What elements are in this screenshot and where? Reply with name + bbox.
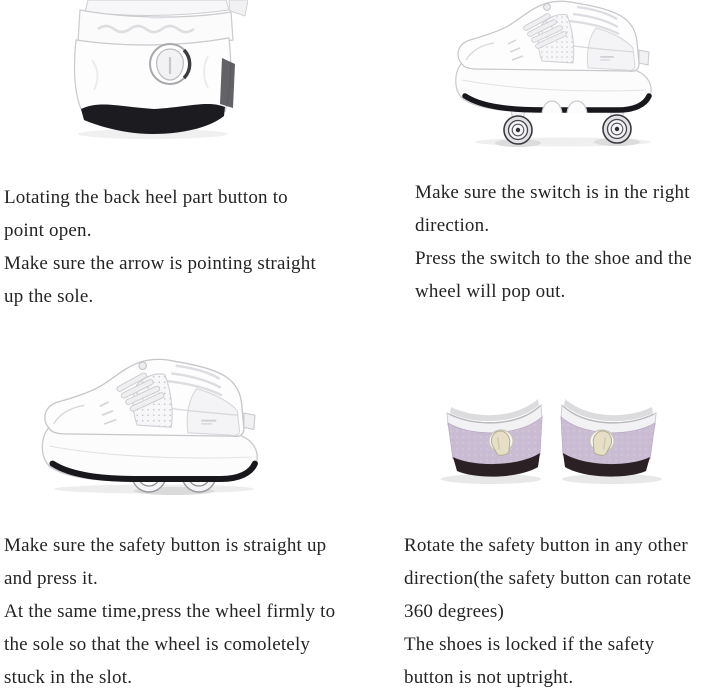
instruction-line: point open.: [4, 220, 92, 241]
heel-button-closeup-photo: [58, 0, 248, 142]
instruction-line: Make sure the safety button is straight up: [4, 535, 327, 556]
front-wheel-icon: [504, 116, 532, 144]
step1-caption: [4, 181, 316, 313]
instruction-line: up the sole.: [4, 286, 94, 307]
instruction-line: Make sure the switch is in the right: [415, 182, 690, 203]
two-heels-safety-buttons-photo: [432, 383, 672, 495]
instruction-line: stuck in the slot.: [4, 667, 133, 688]
step4-caption: [404, 529, 691, 694]
sneaker-body: [42, 359, 257, 481]
sneaker-wheels-extended-photo: [448, 0, 656, 148]
instruction-line: and press it.: [4, 568, 98, 589]
instruction-line: Make sure the arrow is pointing straight: [4, 253, 316, 274]
right-heel: [561, 399, 662, 484]
instruction-line: Press the switch to the shoe and the: [415, 248, 692, 269]
sneaker-wheels-retracted-photo: [32, 350, 274, 496]
instruction-line: direction.: [415, 215, 490, 236]
rear-wheel-icon: [603, 115, 631, 143]
step3-caption: [4, 529, 335, 694]
instruction-line: The shoes is locked if the safety: [404, 634, 655, 655]
instruction-line: 360 degrees): [404, 601, 504, 622]
sneaker-body: [456, 1, 651, 112]
left-heel: [441, 399, 542, 484]
heel-release-button: [150, 44, 190, 84]
step2-caption: [415, 176, 692, 308]
instruction-line: button is not uptright.: [404, 667, 574, 688]
instruction-line: the sole so that the wheel is comoletely: [4, 634, 311, 655]
instruction-line: Lotating the back heel part button to: [4, 187, 288, 208]
instruction-line: Rotate the safety button in any other: [404, 535, 688, 556]
instruction-line: wheel will pop out.: [415, 281, 566, 302]
instruction-line: direction(the safety button can rotate: [404, 568, 692, 589]
instruction-line: At the same time,press the wheel firmly to: [4, 601, 336, 622]
